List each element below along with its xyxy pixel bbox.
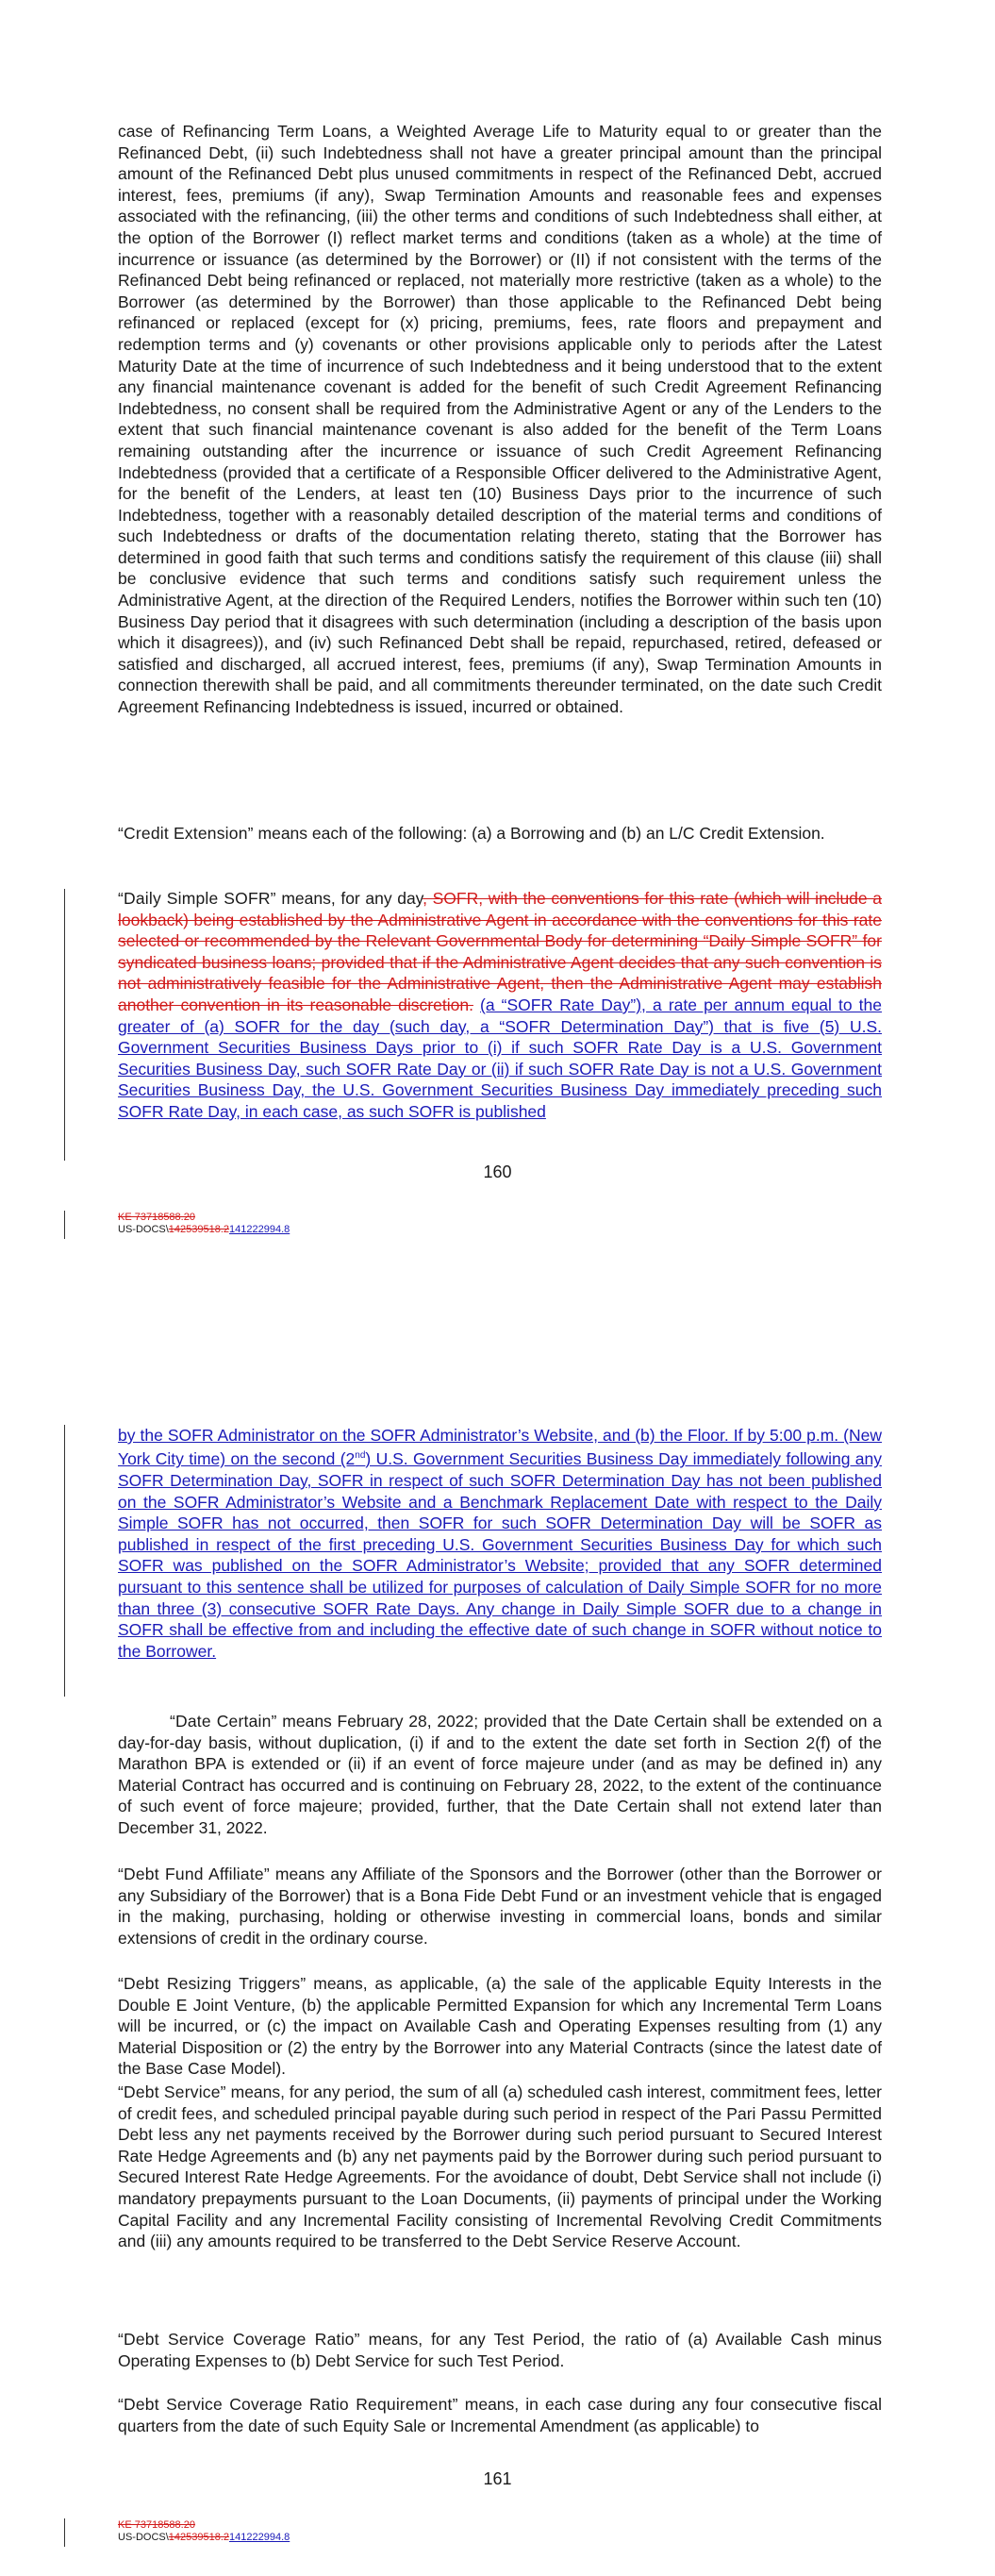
inserted-text: by the SOFR Administrator on the SOFR Administrator’s Website, and (b) the Floor. If by 5:00 p.m. (New York City time) on the second (2nd) U.S. Government Securities Business Day immediately following any SOFR Determination Day, SOFR in respect of such SOFR Determination Day has not been published on the SOFR Administrator’s Website and a Benchmark Replacement Date with respect to the Daily Simple SOFR has not occurred, then SOFR for such SOFR Determination Day will be SOFR as published in respect of the first preceding U.S. Government Securities Business Day for which such SOFR was published on the SOFR Administrator’s Website; provided that any SOFR determined pursuant to this sentence shall be utilized for purposes of calculation of Daily Simple SOFR for no more than three (3) consecutive SOFR Rate Days. Any change in Daily Simple SOFR due to a change in SOFR shall be effective from and including the effective date of such change in SOFR without notice to the Borrower. [118,1426,882,1661]
definition-text: means each of the following: (a) a Borrowing and (b) an L/C Credit Extension. [253,824,825,843]
defined-term: “Debt Service” [118,2083,226,2101]
footer-docid: US-DOCS\142539518.2141222994.8 [118,2532,290,2543]
dscr-definition [118,2329,882,2371]
credit-extension-definition [118,823,882,845]
footer-docid: US-DOCS\142539518.2141222994.8 [118,1224,290,1235]
footer-change-bar [64,2518,65,2547]
debt-service-definition [118,2082,882,2252]
dscr-requirement-definition [118,2394,882,2436]
defined-term: “Credit Extension” [118,824,254,843]
footer-old-docid: KE 73718588.20 [118,2519,195,2531]
daily-simple-sofr-continued [118,1425,882,1662]
change-bar [64,1425,65,1697]
definition-text: means, for any Test Period, the ratio of (a) Available Cash minus Operating Expenses to (b) Debt Service for such Test Period. [118,2330,882,2370]
definition-text: means, for any day [275,889,423,908]
definition-text: means, in each case during any four consecutive fiscal quarters from the date of such Equity Sale or Incremental Amendment (as applicable) to [118,2395,883,2435]
defined-term: “Daily Simple SOFR” [118,889,276,908]
refinancing-paragraph: case of Refinancing Term Loans, a Weighted Average Life to Maturity equal to or greater than the Refinanced Debt, (ii) such Indebtedness shall not have a greater principal amount than the principal amount of the Refinanced Debt plus unused commitments in respect of the Refinanced Debt, accrued interest, fees, premiums (if any), Swap Termination Amounts and reasonable fees and expenses associated with the refinancing, (iii) the other terms and conditions of such Indebtedness shall either, at the option of the Borrower (I) reflect market terms and conditions (taken as a whole) at the time of incurrence or issuance (as determined by the Borrower) or (II) if not consistent with the terms of the Refinanced Debt being refinanced or replaced, not materially more restrictive (taken as a whole) to the Borrower (as determined by the Borrower) than those applicable to the Refinanced Debt being refinanced or replaced (except for (x) pricing, premiums, fees, rate floors and prepayment and redemption terms and (y) covenants or other provisions applicable only to periods after the Latest Maturity Date at the time of incurrence of such Indebtedness and it being understood that to the extent any financial maintenance covenant is added for the benefit of such Credit Agreement Refinancing Indebtedness, no consent shall be required from the Administrative Agent or any of the Lenders to the extent that such financial maintenance covenant is also added for the benefit of the Term Loans remaining outstanding after the incurrence or issuance of such Credit Agreement Refinancing Indebtedness (provided that a certificate of a Responsible Officer delivered to the Administrative Agent, for the benefit of the Lenders, at least ten (10) Business Days prior to the incurrence of such Indebtedness, together with a reasonably detailed description of the material terms and conditions of such Indebtedness or drafts of the documentation relating thereto, stating that the Borrower has determined in good faith that such terms and conditions satisfy the requirement of this clause (iii) shall be conclusive evidence that such terms and conditions satisfy such requirement unless the Administrative Agent, at the direction of the Required Lenders, notifies the Borrower within such ten (10) Business Day period that it disagrees with such determination (including a description of the basis upon which it disagrees)), and (iv) such Refinanced Debt shall be repaid, repurchased, retired, defeased or satisfied and discharged, all accrued interest, fees, premiums (if any), Swap Termination Amounts in connection therewith shall be paid, and all commitments thereunder terminated, on the date such Credit Agreement Refinancing Indebtedness is issued, incurred or obtained. [118,122,882,717]
page-number: 161 [483,2469,512,2488]
inserted-text: (a “SOFR Rate Day”), a rate per annum equal to the greater of (a) SOFR for the day (such day, a “SOFR Determination Day”) that is five (5) U.S. Government Securities Business Days prior to (i) if such SOFR Rate Day is a U.S. Government Securities Business Day, such SOFR Rate Day or (ii) if such SOFR Rate Day is not a U.S. Government Securities Business Day, the U.S. Government Securities Business Day immediately preceding such SOFR Rate Day, in each case, as such SOFR is published [118,995,882,1121]
defined-term: “Debt Resizing Triggers” [118,1974,307,1993]
document-footer [118,2519,290,2544]
debt-fund-affiliate-definition [118,1864,882,1949]
definition-text: means, as applicable, (a) the sale of the applicable Equity Interests in the Double E Joint Venture, (b) the applicable Permitted Expansion for which any Incremental Term Loans will be incurred, or (c) the impact on Available Cash and Operating Expenses resulting from (1) any Material Disposition or (2) the entry by the Borrower into any Material Contracts (since the latest date of the Base Case Model). [118,1974,882,2079]
deleted-text: , SOFR, with the conventions for this rate (which will include a lookback) being established by the Administrative Agent in accordance with the conventions for this rate selected or recommended by the Relevant Governmental Body for determining “Daily Simple SOFR” for syndicated business loans; provided that if the Administrative Agent decides that any such convention is not administratively feasible for the Administrative Agent, then the Administrative Agent may establish another convention in its reasonable discretion. [118,889,882,1014]
footer-old-docid: KE 73718588.20 [118,1212,195,1223]
footer-change-bar [64,1211,65,1239]
definition-text: means February 28, 2022; provided that the Date Certain shall be extended on a day-for-day basis, without duplication, (i) if and to the extent the date set forth in Section 2(f) of the Marathon BPA is extended or (ii) if an event of force majeure under (and as may be defined in) any Material Contract has occurred and is continuing on February 28, 2022, to the extent of the continuance of such event of force majeure; provided, further, that the Date Certain shall not extend later than December 31, 2022. [118,1712,882,1837]
defined-term: “Debt Fund Affiliate” [118,1865,270,1883]
defined-term: “Date Certain” [170,1712,277,1731]
debt-resizing-triggers-definition [118,1973,882,2080]
document-footer [118,1212,290,1236]
definition-text: means, for any period, the sum of all (a) scheduled cash interest, commitment fees, letter of credit fees, and scheduled principal payable during such period in respect of the Pari Passu Permitted Debt less any net payments received by the Borrower during such period pursuant to Secured Interest Rate Hedge Agreements and (b) any net payments paid by the Borrower during such period pursuant to Secured Interest Rate Hedge Agreements. For the avoidance of doubt, Debt Service shall not include (i) mandatory prepayments pursuant to the Loan Documents, (ii) payments of principal under the Working Capital Facility and any Incremental Facility consisting of Incremental Revolving Credit Commitments and (iii) any amounts required to be transferred to the Debt Service Reserve Account. [118,2083,883,2251]
page-number: 160 [483,1163,512,1181]
daily-simple-sofr-definition [118,888,882,1123]
change-bar [64,889,65,1161]
defined-term: “Debt Service Coverage Ratio” [118,2330,360,2349]
definition-text: means any Affiliate of the Sponsors and the Borrower (other than the Borrower or any Subsidiary of the Borrower) that is a Bona Fide Debt Fund or an investment vehicle that is engaged in the making, purchasing, holding or otherwise investing in commercial loans, bonds and similar extensions of credit in the ordinary course. [118,1865,882,1948]
date-certain-definition [118,1711,882,1839]
defined-term: “Debt Service Coverage Ratio Requirement” [118,2395,458,2414]
